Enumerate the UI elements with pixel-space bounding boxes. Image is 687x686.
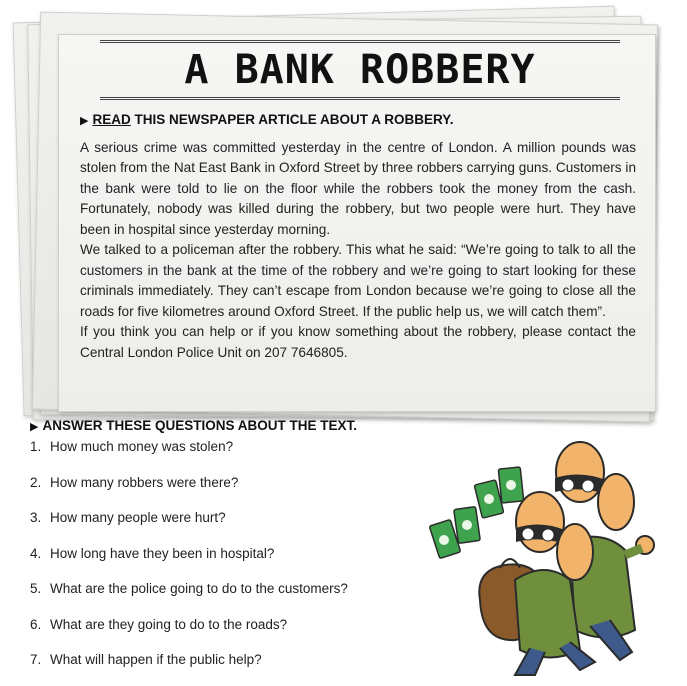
question-number: 4. <box>30 545 42 561</box>
question-text: How much money was stolen? <box>50 439 234 454</box>
question-item <box>30 508 450 544</box>
article-paragraph-1: A serious crime was committed yesterday in the centre of London. A million pounds was stolen from the Nat East Bank in Oxford Street by three robbers carrying guns. Customers in the bank were told to lie on the floor while the robbers took the money from the cash. Fortunately, nobody was killed during the robbery, but two people were hurt. They have been in hospital since yesterday morning. <box>80 139 636 237</box>
question-number: 7. <box>30 652 42 667</box>
triangle-bullet-icon: ▶ <box>30 421 39 433</box>
questions-heading <box>30 418 450 433</box>
robbers-cartoon-graphic <box>420 430 670 680</box>
masthead <box>100 40 620 100</box>
article-paragraph-2: We talked to a policeman after the robbery. This what he said: “We’re going to talk to all the customers in the bank at the time of the robbery and we’re going to start looking for these criminals immediately. They can’t escape from London because we’re going to close all the roads for five kilometres around Oxford Street. If the public help us, we will catch them”. <box>80 242 636 319</box>
question-text: What are the police going to do to the customers? <box>50 581 348 596</box>
page-title: A BANK ROBBERY <box>184 47 536 93</box>
instruction-text: THIS NEWSPAPER ARTICLE ABOUT A ROBBERY. <box>130 112 454 127</box>
article <box>80 110 636 363</box>
questions-section <box>30 418 450 686</box>
robbers-cartoon-icon <box>420 430 670 680</box>
reading-instruction <box>80 110 636 132</box>
question-item <box>30 650 450 686</box>
question-number: 3. <box>30 510 42 525</box>
read-keyword: READ <box>92 112 131 127</box>
question-number: 2. <box>30 474 42 490</box>
question-item <box>30 544 450 580</box>
question-text: How many robbers were there? <box>50 474 239 490</box>
question-text: What are they going to do to the roads? <box>50 616 288 632</box>
question-text: How many people were hurt? <box>50 510 226 525</box>
questions-heading-text: ANSWER THESE QUESTIONS ABOUT THE TEXT. <box>42 418 357 433</box>
question-number: 6. <box>30 616 42 632</box>
question-number: 5. <box>30 581 42 596</box>
question-text: What will happen if the public help? <box>50 652 262 667</box>
question-item <box>30 437 450 473</box>
question-text: How long have they been in hospital? <box>50 545 275 561</box>
question-item <box>30 473 450 509</box>
question-item <box>30 579 450 615</box>
question-list <box>30 437 450 686</box>
triangle-bullet-icon: ▶ <box>80 115 89 127</box>
question-number: 1. <box>30 439 42 454</box>
article-paragraph-3: If you think you can help or if you know something about the robbery, please contact the Central London Police Unit on 207 7646805. <box>80 324 636 360</box>
question-item <box>30 615 450 651</box>
